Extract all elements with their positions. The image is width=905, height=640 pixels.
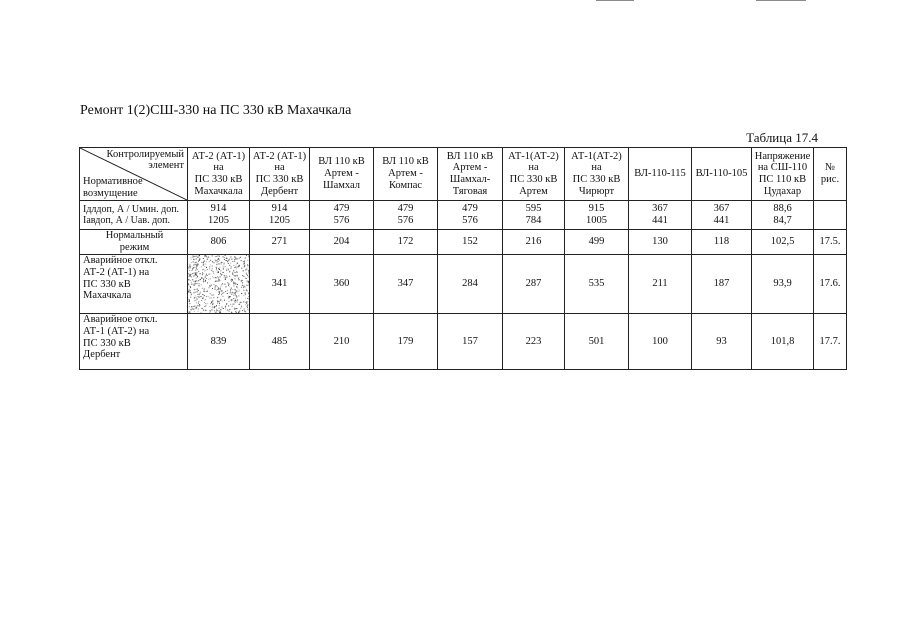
value-cell: 839 [188,314,250,370]
column-header: АТ-1(АТ-2) на ПС 330 кВ Артем [503,148,565,201]
value-cell: 157 [438,314,503,370]
column-header: № рис. [814,148,847,201]
limit-cell: 914 1205 [250,201,310,230]
figure-number: 17.7. [814,314,847,370]
limit-cell: 479 576 [438,201,503,230]
limit-cell: 479 576 [374,201,438,230]
value-cell: 535 [565,255,629,314]
value-cell: 118 [692,230,752,255]
scan-noise-fill [188,255,249,313]
limit-cell: 914 1205 [188,201,250,230]
value-cell: 223 [503,314,565,370]
document-title: Ремонт 1(2)СШ-330 на ПС 330 кВ Махачкала [80,103,352,118]
emergency-limit-label: Iавдоп, А / Uав. доп. [83,215,171,226]
value-cell: 284 [438,255,503,314]
column-header: ВЛ 110 кВ Артем - Компас [374,148,438,201]
long-term-limit-label: Iдлдоп, А / Uмин. доп. [83,203,180,215]
figure-number: 17.6. [814,255,847,314]
row-label: Нормальный режим [80,230,188,255]
column-header: ВЛ 110 кВ Артем - Шамхал- Тяговая [438,148,503,201]
value-cell: 152 [438,230,503,255]
column-header: АТ-2 (АТ-1) на ПС 330 кВ Дербент [250,148,310,201]
scan-mark [756,0,806,1]
column-header: ВЛ-110-105 [692,148,752,201]
value-cell: 204 [310,230,374,255]
value-cell: 210 [310,314,374,370]
table-caption: Таблица 17.4 [746,130,818,145]
value-cell: 179 [374,314,438,370]
overload-table [79,147,847,370]
value-cell: 93,9 [752,255,814,314]
column-header: ВЛ 110 кВ Артем - Шамхал [310,148,374,201]
value-cell: 211 [629,255,692,314]
column-header: АТ-1(АТ-2) на ПС 330 кВ Чирюрт [565,148,629,201]
limit-cell: 479 576 [310,201,374,230]
value-cell: 172 [374,230,438,255]
value-cell: 187 [692,255,752,314]
value-cell: 341 [250,255,310,314]
hatched-cell [188,255,250,314]
figure-number: 17.5. [814,230,847,255]
value-cell: 347 [374,255,438,314]
limit-cell [814,201,847,230]
column-header: АТ-2 (АТ-1) на ПС 330 кВ Махачкала [188,148,250,201]
controlled-element-label: Контролируемый элемент [106,149,184,172]
row-label: Аварийное откл. АТ-1 (АТ-2) на ПС 330 кВ Дербент [80,314,188,370]
limit-cell: 915 1005 [565,201,629,230]
row-label: Аварийное откл. АТ-2 (АТ-1) на ПС 330 кВ Махачкала [80,255,188,314]
value-cell: 102,5 [752,230,814,255]
value-cell: 93 [692,314,752,370]
column-header: ВЛ-110-115 [629,148,692,201]
value-cell: 100 [629,314,692,370]
value-cell: 101,8 [752,314,814,370]
table-row [80,230,847,255]
value-cell: 501 [565,314,629,370]
value-cell: 287 [503,255,565,314]
header-row [80,148,847,201]
table-row [80,255,847,314]
disturbance-label: Нормативное возмущение [83,176,143,199]
scan-mark [596,0,634,1]
value-cell: 271 [250,230,310,255]
value-cell: 806 [188,230,250,255]
corner-header [80,148,188,201]
value-cell: 130 [629,230,692,255]
value-cell: 216 [503,230,565,255]
value-cell: 485 [250,314,310,370]
table-row [80,314,847,370]
limit-cell: 88,6 84,7 [752,201,814,230]
limit-cell: 367 441 [692,201,752,230]
limit-cell: 595 784 [503,201,565,230]
limit-cell: 367 441 [629,201,692,230]
column-header: Напряжение на СШ-110 ПС 110 кВ Цудахар [752,148,814,201]
limits-row [80,201,847,230]
value-cell: 499 [565,230,629,255]
value-cell: 360 [310,255,374,314]
limits-label [80,201,188,230]
